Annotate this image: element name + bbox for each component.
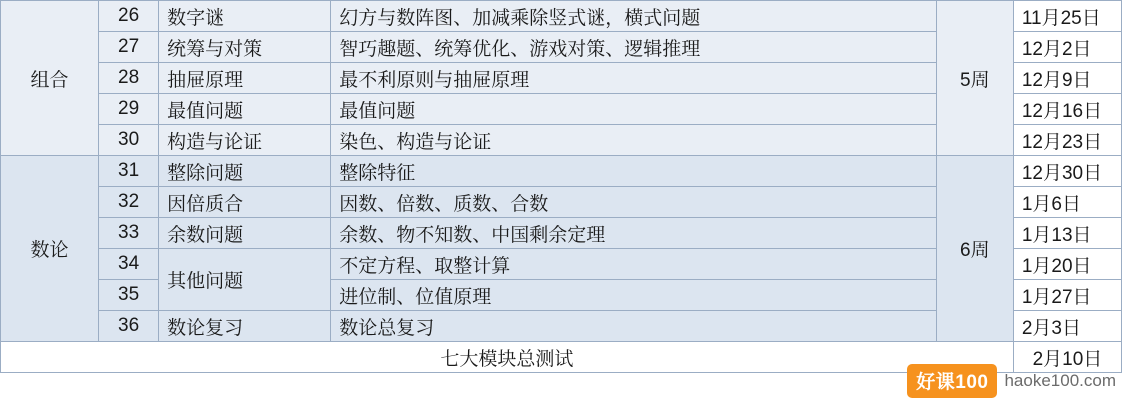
row-topic: 因倍质合 bbox=[159, 187, 331, 218]
weeks-cell-combinatorics: 5周 bbox=[936, 1, 1013, 156]
row-date: 12月9日 bbox=[1013, 63, 1121, 94]
watermark-url: haoke100.com bbox=[1004, 371, 1116, 390]
row-detail: 数论总复习 bbox=[331, 311, 937, 342]
row-topic: 余数问题 bbox=[159, 218, 331, 249]
table-row bbox=[1, 156, 1122, 187]
row-topic: 抽屉原理 bbox=[159, 63, 331, 94]
row-number: 27 bbox=[99, 32, 159, 63]
row-detail: 因数、倍数、质数、合数 bbox=[331, 187, 937, 218]
row-detail: 幻方与数阵图、加减乘除竖式谜，横式问题 bbox=[331, 1, 937, 32]
module-cell-combinatorics: 组合 bbox=[1, 1, 99, 156]
row-date: 1月6日 bbox=[1013, 187, 1121, 218]
row-topic: 统筹与对策 bbox=[159, 32, 331, 63]
row-topic: 数字谜 bbox=[159, 1, 331, 32]
row-number: 30 bbox=[99, 125, 159, 156]
row-detail: 最不利原则与抽屉原理 bbox=[331, 63, 937, 94]
module-cell-number-theory: 数论 bbox=[1, 156, 99, 342]
row-date: 12月30日 bbox=[1013, 156, 1121, 187]
table-row bbox=[1, 1, 1122, 32]
row-detail: 不定方程、取整计算 bbox=[331, 249, 937, 280]
final-test-label: 七大模块总测试 bbox=[1, 342, 1014, 373]
row-topic: 最值问题 bbox=[159, 94, 331, 125]
row-detail: 余数、物不知数、中国剩余定理 bbox=[331, 218, 937, 249]
row-date: 1月13日 bbox=[1013, 218, 1121, 249]
row-number: 26 bbox=[99, 1, 159, 32]
row-detail: 染色、构造与论证 bbox=[331, 125, 937, 156]
row-number: 29 bbox=[99, 94, 159, 125]
row-detail: 整除特征 bbox=[331, 156, 937, 187]
row-date: 11月25日 bbox=[1013, 1, 1121, 32]
row-number: 31 bbox=[99, 156, 159, 187]
final-test-date: 2月10日 bbox=[1013, 342, 1121, 373]
row-number: 34 bbox=[99, 249, 159, 280]
row-number: 32 bbox=[99, 187, 159, 218]
row-detail: 进位制、位值原理 bbox=[331, 280, 937, 311]
row-topic: 整除问题 bbox=[159, 156, 331, 187]
row-number: 33 bbox=[99, 218, 159, 249]
row-date: 2月3日 bbox=[1013, 311, 1121, 342]
row-number: 35 bbox=[99, 280, 159, 311]
row-number: 28 bbox=[99, 63, 159, 94]
watermark-badge: 好课100 bbox=[907, 364, 997, 398]
row-topic: 数论复习 bbox=[159, 311, 331, 342]
row-number: 36 bbox=[99, 311, 159, 342]
row-date: 12月23日 bbox=[1013, 125, 1121, 156]
row-date: 1月20日 bbox=[1013, 249, 1121, 280]
row-topic-merged: 其他问题 bbox=[159, 249, 331, 311]
row-detail: 最值问题 bbox=[331, 94, 937, 125]
row-date: 12月2日 bbox=[1013, 32, 1121, 63]
watermark bbox=[907, 364, 1116, 398]
row-date: 12月16日 bbox=[1013, 94, 1121, 125]
row-date: 1月27日 bbox=[1013, 280, 1121, 311]
row-topic: 构造与论证 bbox=[159, 125, 331, 156]
row-detail: 智巧趣题、统筹优化、游戏对策、逻辑推理 bbox=[331, 32, 937, 63]
weeks-cell-number-theory: 6周 bbox=[936, 156, 1013, 342]
